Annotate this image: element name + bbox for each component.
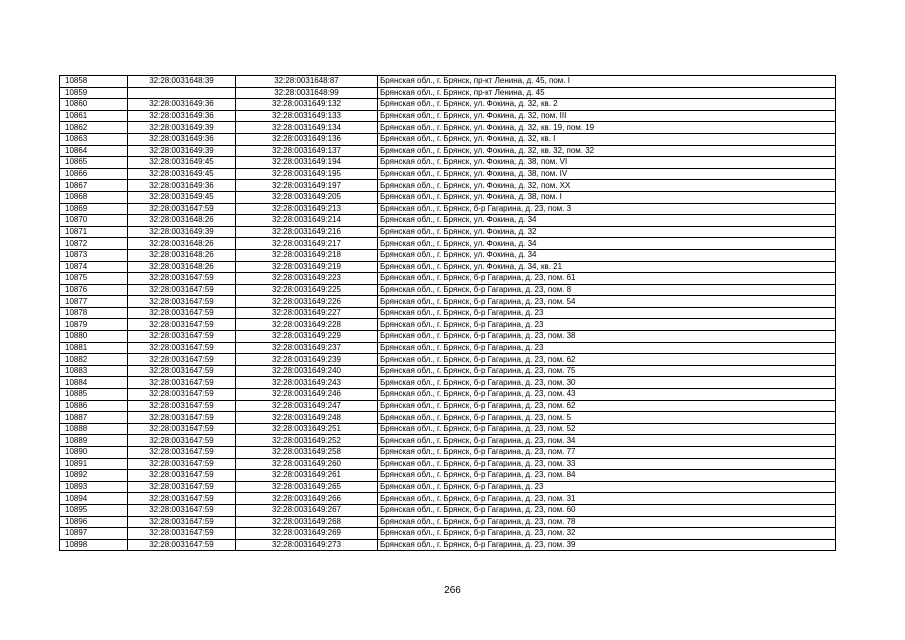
table-row — [60, 307, 836, 319]
address-cell: Брянская обл., г. Брянск, ул. Фокина, д. 32, кв. I — [378, 133, 836, 145]
table-row — [60, 504, 836, 516]
address-cell: Брянская обл., г. Брянск, б-р Гагарина, д. 23, пом. 8 — [378, 284, 836, 296]
land-plot-number-cell: 32:28:0031649:36 — [128, 99, 236, 111]
land-plot-number-cell: 32:28:0031647:59 — [128, 284, 236, 296]
land-plot-number-cell: 32:28:0031647:59 — [128, 435, 236, 447]
land-plot-number-cell: 32:28:0031647:59 — [128, 458, 236, 470]
address-cell: Брянская обл., г. Брянск, ул. Фокина, д. 32, пом. III — [378, 110, 836, 122]
row-number-cell: 10874 — [60, 261, 128, 273]
row-number-cell: 10884 — [60, 377, 128, 389]
land-plot-number-cell: 32:28:0031647:59 — [128, 447, 236, 459]
table-row — [60, 145, 836, 157]
address-cell: Брянская обл., г. Брянск, б-р Гагарина, д. 23, пом. 38 — [378, 331, 836, 343]
cadastral-number-cell: 32:28:0031649:246 — [236, 389, 378, 401]
row-number-cell: 10889 — [60, 435, 128, 447]
table-row — [60, 331, 836, 343]
address-cell: Брянская обл., г. Брянск, ул. Фокина, д. 34 — [378, 238, 836, 250]
address-cell: Брянская обл., г. Брянск, пр-кт Ленина, д. 45 — [378, 87, 836, 99]
address-cell: Брянская обл., г. Брянск, б-р Гагарина, д. 23, пом. 77 — [378, 447, 836, 459]
cadastral-number-cell: 32:28:0031649:268 — [236, 516, 378, 528]
cadastral-number-cell: 32:28:0031648:99 — [236, 87, 378, 99]
cadastral-number-cell: 32:28:0031649:273 — [236, 539, 378, 551]
row-number-cell: 10867 — [60, 180, 128, 192]
land-plot-number-cell: 32:28:0031647:59 — [128, 389, 236, 401]
address-cell: Брянская обл., г. Брянск, ул. Фокина, д. 38, пом. IV — [378, 168, 836, 180]
table-row — [60, 458, 836, 470]
table-row — [60, 365, 836, 377]
row-number-cell: 10898 — [60, 539, 128, 551]
cadastral-number-cell: 32:28:0031649:219 — [236, 261, 378, 273]
table-row — [60, 87, 836, 99]
address-cell: Брянская обл., г. Брянск, б-р Гагарина, д. 23, пом. 32 — [378, 528, 836, 540]
registry-table-body — [60, 76, 836, 551]
row-number-cell: 10878 — [60, 307, 128, 319]
cadastral-number-cell: 32:28:0031648:87 — [236, 76, 378, 88]
cadastral-number-cell: 32:28:0031649:237 — [236, 342, 378, 354]
table-row — [60, 423, 836, 435]
address-cell: Брянская обл., г. Брянск, б-р Гагарина, д. 23 — [378, 307, 836, 319]
table-row — [60, 203, 836, 215]
table-row — [60, 226, 836, 238]
table-row — [60, 435, 836, 447]
land-plot-number-cell: 32:28:0031647:59 — [128, 203, 236, 215]
row-number-cell: 10868 — [60, 191, 128, 203]
cadastral-number-cell: 32:28:0031649:133 — [236, 110, 378, 122]
table-row — [60, 133, 836, 145]
table-row — [60, 319, 836, 331]
row-number-cell: 10872 — [60, 238, 128, 250]
cadastral-number-cell: 32:28:0031649:197 — [236, 180, 378, 192]
table-row — [60, 168, 836, 180]
cadastral-number-cell: 32:28:0031649:225 — [236, 284, 378, 296]
row-number-cell: 10881 — [60, 342, 128, 354]
land-plot-number-cell: 32:28:0031647:59 — [128, 365, 236, 377]
land-plot-number-cell: 32:28:0031647:59 — [128, 307, 236, 319]
row-number-cell: 10888 — [60, 423, 128, 435]
land-plot-number-cell: 32:28:0031649:36 — [128, 133, 236, 145]
row-number-cell: 10870 — [60, 215, 128, 227]
land-plot-number-cell: 32:28:0031647:59 — [128, 423, 236, 435]
land-plot-number-cell: 32:28:0031647:59 — [128, 493, 236, 505]
row-number-cell: 10897 — [60, 528, 128, 540]
table-row — [60, 110, 836, 122]
table-row — [60, 493, 836, 505]
land-plot-number-cell: 32:28:0031649:45 — [128, 157, 236, 169]
cadastral-number-cell: 32:28:0031649:195 — [236, 168, 378, 180]
table-row — [60, 400, 836, 412]
cadastral-number-cell: 32:28:0031649:240 — [236, 365, 378, 377]
address-cell: Брянская обл., г. Брянск, ул. Фокина, д. 34 — [378, 249, 836, 261]
land-plot-number-cell: 32:28:0031647:59 — [128, 296, 236, 308]
table-row — [60, 447, 836, 459]
land-plot-number-cell — [128, 87, 236, 99]
address-cell: Брянская обл., г. Брянск, б-р Гагарина, д. 23, пом. 3 — [378, 203, 836, 215]
land-plot-number-cell: 32:28:0031647:59 — [128, 331, 236, 343]
table-row — [60, 76, 836, 88]
address-cell: Брянская обл., г. Брянск, б-р Гагарина, д. 23, пом. 61 — [378, 273, 836, 285]
address-cell: Брянская обл., г. Брянск, б-р Гагарина, д. 23, пом. 52 — [378, 423, 836, 435]
address-cell: Брянская обл., г. Брянск, ул. Фокина, д. 32 — [378, 226, 836, 238]
table-row — [60, 99, 836, 111]
land-plot-number-cell: 32:28:0031647:59 — [128, 400, 236, 412]
row-number-cell: 10896 — [60, 516, 128, 528]
table-row — [60, 412, 836, 424]
row-number-cell: 10858 — [60, 76, 128, 88]
land-plot-number-cell: 32:28:0031647:59 — [128, 377, 236, 389]
address-cell: Брянская обл., г. Брянск, б-р Гагарина, д. 23, пом. 39 — [378, 539, 836, 551]
row-number-cell: 10880 — [60, 331, 128, 343]
row-number-cell: 10887 — [60, 412, 128, 424]
land-plot-number-cell: 32:28:0031647:59 — [128, 504, 236, 516]
land-plot-number-cell: 32:28:0031649:36 — [128, 110, 236, 122]
cadastral-number-cell: 32:28:0031649:229 — [236, 331, 378, 343]
cadastral-number-cell: 32:28:0031649:134 — [236, 122, 378, 134]
cadastral-number-cell: 32:28:0031649:265 — [236, 481, 378, 493]
address-cell: Брянская обл., г. Брянск, б-р Гагарина, д. 23, пом. 34 — [378, 435, 836, 447]
address-cell: Брянская обл., г. Брянск, б-р Гагарина, д. 23, пом. 33 — [378, 458, 836, 470]
address-cell: Брянская обл., г. Брянск, б-р Гагарина, д. 23 — [378, 342, 836, 354]
land-plot-number-cell: 32:28:0031647:59 — [128, 319, 236, 331]
address-cell: Брянская обл., г. Брянск, б-р Гагарина, д. 23, пом. 43 — [378, 389, 836, 401]
page-number: 266 — [444, 585, 461, 596]
address-cell: Брянская обл., г. Брянск, б-р Гагарина, д. 23, пом. 31 — [378, 493, 836, 505]
table-row — [60, 389, 836, 401]
address-cell: Брянская обл., г. Брянск, ул. Фокина, д. 38, пом. I — [378, 191, 836, 203]
table-row — [60, 157, 836, 169]
row-number-cell: 10861 — [60, 110, 128, 122]
cadastral-number-cell: 32:28:0031649:132 — [236, 99, 378, 111]
table-row — [60, 261, 836, 273]
row-number-cell: 10866 — [60, 168, 128, 180]
row-number-cell: 10892 — [60, 470, 128, 482]
address-cell: Брянская обл., г. Брянск, ул. Фокина, д. 32, кв. 2 — [378, 99, 836, 111]
address-cell: Брянская обл., г. Брянск, ул. Фокина, д. 32, кв. 32, пом. 32 — [378, 145, 836, 157]
table-row — [60, 528, 836, 540]
cadastral-number-cell: 32:28:0031649:216 — [236, 226, 378, 238]
land-plot-number-cell: 32:28:0031647:59 — [128, 342, 236, 354]
land-plot-number-cell: 32:28:0031648:26 — [128, 238, 236, 250]
address-cell: Брянская обл., г. Брянск, ул. Фокина, д. 32, пом. XX — [378, 180, 836, 192]
cadastral-number-cell: 32:28:0031649:194 — [236, 157, 378, 169]
land-plot-number-cell: 32:28:0031647:59 — [128, 412, 236, 424]
cadastral-number-cell: 32:28:0031649:227 — [236, 307, 378, 319]
row-number-cell: 10882 — [60, 354, 128, 366]
table-row — [60, 215, 836, 227]
land-plot-number-cell: 32:28:0031649:45 — [128, 168, 236, 180]
land-plot-number-cell: 32:28:0031647:59 — [128, 516, 236, 528]
row-number-cell: 10865 — [60, 157, 128, 169]
land-plot-number-cell: 32:28:0031649:36 — [128, 180, 236, 192]
land-plot-number-cell: 32:28:0031649:45 — [128, 191, 236, 203]
cadastral-number-cell: 32:28:0031649:251 — [236, 423, 378, 435]
address-cell: Брянская обл., г. Брянск, б-р Гагарина, д. 23, пом. 62 — [378, 400, 836, 412]
land-plot-number-cell: 32:28:0031649:39 — [128, 145, 236, 157]
row-number-cell: 10873 — [60, 249, 128, 261]
table-row — [60, 516, 836, 528]
address-cell: Брянская обл., г. Брянск, б-р Гагарина, д. 23, пом. 60 — [378, 504, 836, 516]
cadastral-number-cell: 32:28:0031649:228 — [236, 319, 378, 331]
cadastral-number-cell: 32:28:0031649:267 — [236, 504, 378, 516]
row-number-cell: 10883 — [60, 365, 128, 377]
cadastral-number-cell: 32:28:0031649:218 — [236, 249, 378, 261]
address-cell: Брянская обл., г. Брянск, б-р Гагарина, д. 23, пом. 5 — [378, 412, 836, 424]
table-row — [60, 342, 836, 354]
row-number-cell: 10891 — [60, 458, 128, 470]
address-cell: Брянская обл., г. Брянск, б-р Гагарина, д. 23, пом. 78 — [378, 516, 836, 528]
table-row — [60, 284, 836, 296]
table-row — [60, 481, 836, 493]
cadastral-number-cell: 32:28:0031649:137 — [236, 145, 378, 157]
table-row — [60, 539, 836, 551]
address-cell: Брянская обл., г. Брянск, ул. Фокина, д. 38, пом. VI — [378, 157, 836, 169]
cadastral-number-cell: 32:28:0031649:136 — [236, 133, 378, 145]
cadastral-number-cell: 32:28:0031649:213 — [236, 203, 378, 215]
address-cell: Брянская обл., г. Брянск, б-р Гагарина, д. 23, пом. 62 — [378, 354, 836, 366]
address-cell: Брянская обл., г. Брянск, б-р Гагарина, д. 23, пом. 84 — [378, 470, 836, 482]
row-number-cell: 10886 — [60, 400, 128, 412]
land-plot-number-cell: 32:28:0031648:39 — [128, 76, 236, 88]
cadastral-number-cell: 32:28:0031649:226 — [236, 296, 378, 308]
cadastral-number-cell: 32:28:0031649:223 — [236, 273, 378, 285]
address-cell: Брянская обл., г. Брянск, б-р Гагарина, д. 23, пом. 75 — [378, 365, 836, 377]
address-cell: Брянская обл., г. Брянск, б-р Гагарина, д. 23, пом. 30 — [378, 377, 836, 389]
table-row — [60, 238, 836, 250]
row-number-cell: 10864 — [60, 145, 128, 157]
address-cell: Брянская обл., г. Брянск, ул. Фокина, д. 34 — [378, 215, 836, 227]
row-number-cell: 10860 — [60, 99, 128, 111]
cadastral-number-cell: 32:28:0031649:266 — [236, 493, 378, 505]
table-row — [60, 296, 836, 308]
land-plot-number-cell: 32:28:0031648:26 — [128, 261, 236, 273]
cadastral-number-cell: 32:28:0031649:214 — [236, 215, 378, 227]
address-cell: Брянская обл., г. Брянск, б-р Гагарина, д. 23, пом. 54 — [378, 296, 836, 308]
table-row — [60, 377, 836, 389]
row-number-cell: 10895 — [60, 504, 128, 516]
row-number-cell: 10859 — [60, 87, 128, 99]
row-number-cell: 10875 — [60, 273, 128, 285]
land-plot-number-cell: 32:28:0031647:59 — [128, 354, 236, 366]
row-number-cell: 10877 — [60, 296, 128, 308]
row-number-cell: 10890 — [60, 447, 128, 459]
land-plot-number-cell: 32:28:0031648:26 — [128, 215, 236, 227]
registry-table — [59, 75, 836, 551]
cadastral-number-cell: 32:28:0031649:269 — [236, 528, 378, 540]
cadastral-number-cell: 32:28:0031649:205 — [236, 191, 378, 203]
land-plot-number-cell: 32:28:0031649:39 — [128, 122, 236, 134]
row-number-cell: 10869 — [60, 203, 128, 215]
cadastral-number-cell: 32:28:0031649:248 — [236, 412, 378, 424]
cadastral-number-cell: 32:28:0031649:243 — [236, 377, 378, 389]
land-plot-number-cell: 32:28:0031647:59 — [128, 528, 236, 540]
land-plot-number-cell: 32:28:0031647:59 — [128, 539, 236, 551]
land-plot-number-cell: 32:28:0031647:59 — [128, 470, 236, 482]
table-row — [60, 180, 836, 192]
table-row — [60, 354, 836, 366]
table-row — [60, 470, 836, 482]
land-plot-number-cell: 32:28:0031647:59 — [128, 481, 236, 493]
table-row — [60, 191, 836, 203]
land-plot-number-cell: 32:28:0031648:26 — [128, 249, 236, 261]
address-cell: Брянская обл., г. Брянск, б-р Гагарина, д. 23 — [378, 319, 836, 331]
address-cell: Брянская обл., г. Брянск, ул. Фокина, д. 34, кв. 21 — [378, 261, 836, 273]
row-number-cell: 10885 — [60, 389, 128, 401]
cadastral-number-cell: 32:28:0031649:239 — [236, 354, 378, 366]
cadastral-number-cell: 32:28:0031649:217 — [236, 238, 378, 250]
cadastral-number-cell: 32:28:0031649:260 — [236, 458, 378, 470]
row-number-cell: 10876 — [60, 284, 128, 296]
address-cell: Брянская обл., г. Брянск, ул. Фокина, д. 32, кв. 19, пом. 19 — [378, 122, 836, 134]
row-number-cell: 10879 — [60, 319, 128, 331]
table-row — [60, 122, 836, 134]
row-number-cell: 10893 — [60, 481, 128, 493]
row-number-cell: 10871 — [60, 226, 128, 238]
table-row — [60, 249, 836, 261]
cadastral-number-cell: 32:28:0031649:261 — [236, 470, 378, 482]
land-plot-number-cell: 32:28:0031647:59 — [128, 273, 236, 285]
row-number-cell: 10863 — [60, 133, 128, 145]
cadastral-number-cell: 32:28:0031649:247 — [236, 400, 378, 412]
row-number-cell: 10862 — [60, 122, 128, 134]
land-plot-number-cell: 32:28:0031649:39 — [128, 226, 236, 238]
table-row — [60, 273, 836, 285]
cadastral-number-cell: 32:28:0031649:252 — [236, 435, 378, 447]
address-cell: Брянская обл., г. Брянск, б-р Гагарина, д. 23 — [378, 481, 836, 493]
row-number-cell: 10894 — [60, 493, 128, 505]
address-cell: Брянская обл., г. Брянск, пр-кт Ленина, д. 45, пом. I — [378, 76, 836, 88]
cadastral-number-cell: 32:28:0031649:258 — [236, 447, 378, 459]
